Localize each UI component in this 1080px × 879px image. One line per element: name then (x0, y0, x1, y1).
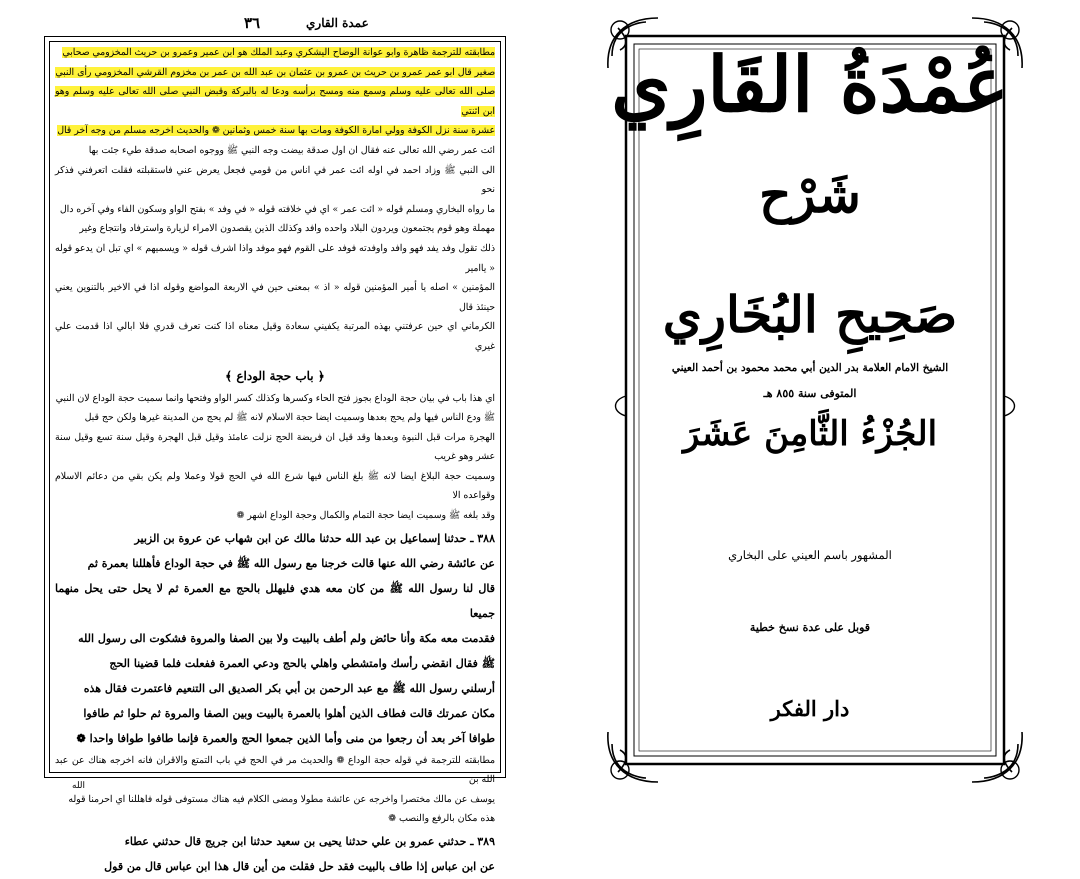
volume-title: الجُزْءُ الثَّامِنَ عَشَرَ (682, 414, 938, 454)
hadith-line: قال لنا رسول الله ﷺ من كان معه هدي فليهلل بالحج مع العمرة ثم لا يحل حتى يحل منهما جميعا (55, 581, 495, 620)
text-frame (44, 36, 506, 874)
highlight-line: صغير قال ابو عمر عمرو بن حريث بن عمرو بن عثمان بن عبد الله بن عمر بن مخزوم القرشي المخزومي رأى النبي (55, 66, 495, 78)
commentary-line: يوسف عن مالك مختصرا واخرجه عن عائشة مطولا ومضى الكلام فيه هناك مستوفى قوله فاهللنا اي احرمنا قوله (68, 793, 495, 805)
chapter-paragraph (55, 389, 495, 526)
hadith-line: عن عائشة رضي الله عنها قالت خرجنا مع رسول الله ﷺ في حجة الوداع فأهللنا بعمرة ثم (87, 556, 495, 570)
hadith-line: ﷺ فقال انقضي رأسك وامتشطي واهلي بالحج ودعي العمرة ففعلت فلما قضينا الحج (109, 656, 495, 670)
highlight-line: عشرة سنة نزل الكوفة وولي امارة الكوفة ومات بها سنة خمس وثمانين ❁ والحديث اخرجه مسلم من وجه آخر قال (57, 125, 495, 137)
footer-mark: الله (72, 781, 86, 791)
hadith-388 (55, 526, 495, 751)
hadith-line: فقدمت معه مكة وأنا حائض ولم أطف بالبيت ولا بين الصفا والمروة فشكوت الى رسول الله (78, 631, 495, 645)
body-line: ما رواه البخاري ومسلم قوله « ائت عمر » اي في خلافته قوله « في وفد » بفتح الواو وسكون الفاء وفي آخره دال (59, 203, 495, 215)
chapter-heading: ﴿ باب حجة الوداع ﴾ (225, 368, 325, 383)
running-title: عمدة القاري (306, 16, 369, 30)
book-name: صَحِيحِ البُخَارِي (662, 285, 958, 344)
ornamental-border-icon (606, 16, 1024, 784)
chapter-line: اي هذا باب في بيان حجة الوداع بجوز فتح الحاء وكسرها وكذلك كسر الواو وفتحها وانما سميت حجة الوداع لان النبي (55, 392, 495, 404)
commentary-line: هذه مكان بالرفع والنصب ❁ (388, 813, 495, 825)
body-paragraph (55, 141, 495, 357)
hadith-line: طوافا آخر بعد أن رجعوا من منى وأما الذين جمعوا الحج والعمرة فإنما طافوا طوافا واحدا ❁ (76, 731, 495, 745)
highlight-line: مطابقته للترجمة ظاهرة وابو عوانة الوضاح اليشكري وعبد الملك هو ابن عمير وعمرو بن حريث المخزومي صحابي (62, 47, 495, 58)
collation-note: قوبل على عدة نسخ خطية (749, 621, 871, 634)
author-line: الشيخ الامام العلامة بدر الدين أبي محمد محمود بن أحمد العيني (671, 362, 949, 374)
hadith-389 (55, 829, 495, 879)
body-line: الكرماني اي حين عرفتني بهذه المرتبة يكفيني سعادة وقيل معناه اذا كنت تعرف قدري فلا ابالي اذا قدمت علي غيري (55, 321, 495, 352)
left-page (0, 0, 540, 874)
right-page (540, 0, 1080, 793)
chapter-line: وقد بلغه ﷺ وسميت ايضا حجة التمام والكمال وحجة الوداع اشهر ❁ (236, 510, 495, 522)
chapter-line: ﷺ ودع الناس فيها ولم يحج بعدها وسميت ايضا حجة الاسلام لانه ﷺ لم يحج من المدينة غيرها ولكن حج قبل (84, 412, 495, 424)
body-line: الى النبي ﷺ وزاد احمد في اوله ائت عمر في اناس من قومي فجعل يعرض عني فاستقبلته فقلت اتعرفني فذكر نحو (55, 164, 495, 196)
hadith-line: ٣٨٩ ـ حدثني عمرو بن علي حدثنا يحيى بن سعيد حدثنا ابن جريج قال حدثني عطاء (124, 835, 495, 849)
highlighted-passage (55, 43, 495, 141)
commentary-paragraph (55, 751, 495, 829)
commentary-line: مطابقته للترجمة في قوله حجة الوداع ❁ والحديث مر في الحج في باب التمتع والاقران فانه اخرجه هناك عن عبد الله بن (55, 754, 495, 786)
known-as: المشهور باسم العيني على البخاري (728, 548, 892, 562)
page-number: ٣٦ (244, 14, 261, 32)
publisher-logo: دار الفكر (770, 696, 850, 721)
hadith-line: ٣٨٨ ـ حدثنا إسماعيل بن عبد الله حدثنا مالك عن ابن شهاب عن عروة بن الزبير (134, 531, 495, 545)
hadith-line: مكان عمرتك قالت فطاف الذين أهلوا بالعمرة بالبيت وبين الصفا والمروة ثم حلوا ثم طافوا (83, 706, 495, 720)
body-line: ذلك تقول وفد يفد فهو وافد واوفدته فوفد على القوم فهو موفد واذا اشرف قوله « ويسميهم » اي تبل ان يدعو قوله « ياامير (55, 242, 495, 274)
text-block (55, 43, 495, 879)
death-date: المتوفى سنة ٨٥٥ هـ (763, 387, 857, 400)
hadith-line: عن ابن عباس إذا طاف بالبيت فقد حل فقلت من أين قال هذا ابن عباس قال من قول (104, 860, 495, 874)
chapter-line: وسميت حجة البلاغ ايضا لانه ﷺ بلغ الناس فيها شرع الله في الحج قولا وعملا ولم يكن بقي من دعائم الاسلام وقواعده الا (55, 470, 495, 502)
highlight-line: صلى الله تعالى عليه وسلم وسمع منه ومسح برأسه ودعا له بالبركة وقبض النبي صلى الله تعالى عليه وسلم وهو ابن اثنتي (55, 86, 495, 117)
hadith-line: أرسلني رسول الله ﷺ مع عبد الرحمن بن أبي بكر الصديق الى التنعيم فاعتمرت فقال هذه (83, 681, 495, 695)
body-line: ائت عمر رضي الله تعالى عنه فقال ان اول صدقة بيضت وجه النبي ﷺ ووجوه اصحابه صدقة طيء جئت بها (88, 144, 495, 156)
running-header (44, 14, 506, 34)
body-line: المؤمنين » اصله يا أمير المؤمنين قوله « اذ » بمعنى حين في الاربعة المواضع وقوله اذا في الاخير بالتنوين يعني حينئذ قال (55, 282, 495, 313)
book-title: عُمْدَةُ القَارِي (611, 40, 1009, 129)
ornamental-frame (606, 16, 1024, 784)
chapter-line: الهجرة مرات قبل النبوة وبعدها وقد قيل ان فريضة الحج نزلت عامئذ وقيل قبل الهجرة وقيل سنة تسع وقيل سنة عشر وهو غريب (55, 431, 495, 463)
book-subtitle: شَرْح (759, 165, 861, 224)
body-line: مهملة وهو قوم يجتمعون ويردون البلاد واحده وافد وكذلك الذين يقصدون الامراء لزيارة واسترفاد وانتجاع وغير (79, 223, 495, 235)
